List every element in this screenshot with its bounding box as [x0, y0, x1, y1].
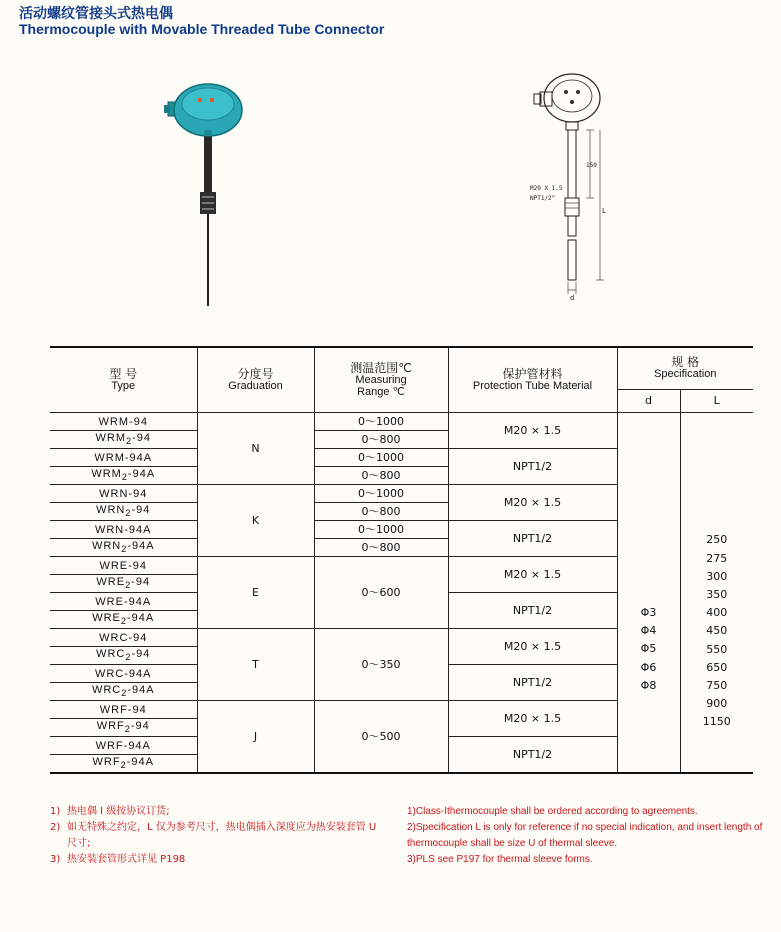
dim-150-label: 150	[586, 162, 597, 169]
type-cell: $WRE_2-94$	[50, 575, 197, 593]
type-cell: $WRC_2-94A$	[50, 683, 197, 701]
range-cell: 0～500	[314, 701, 448, 774]
spec-table	[50, 346, 753, 774]
material-cell: M20 × 1.5	[448, 413, 617, 449]
range-cell: 0～1000	[314, 413, 448, 431]
L-value: 350	[706, 588, 728, 602]
notes-english	[407, 804, 777, 868]
material-cell: NPT1/2	[448, 665, 617, 701]
type-cell: WRM-94A	[50, 449, 197, 467]
material-cell: NPT1/2	[448, 449, 617, 485]
type-cell: $WRM_2-94A$	[50, 467, 197, 485]
header-type: 型 号 Type	[50, 347, 197, 413]
note-item: 1)Class-Ithermocouple shall be ordered according to agreements.	[407, 806, 698, 817]
range-cell: 0～800	[314, 539, 448, 557]
type-cell: WRE-94	[50, 557, 197, 575]
range-cell: 0～350	[314, 629, 448, 701]
L-value: 300	[706, 569, 728, 583]
header-specification: 规 格 Specification	[617, 347, 753, 389]
L-value: 1150	[702, 715, 731, 729]
type-cell: WRC-94	[50, 629, 197, 647]
type-cell: WRN-94	[50, 485, 197, 503]
L-value: 400	[706, 606, 728, 620]
d-value: Φ3	[640, 606, 657, 620]
header-d: d	[617, 389, 680, 412]
type-cell: $WRE_2-94A$	[50, 611, 197, 629]
range-cell: 0～1000	[314, 449, 448, 467]
type-cell: WRC-94A	[50, 665, 197, 683]
range-cell: 0～800	[314, 467, 448, 485]
range-cell: 0～600	[314, 557, 448, 629]
material-cell: M20 × 1.5	[448, 701, 617, 737]
note-item: 3)PLS see P197 for thermal sleeve forms.	[407, 854, 593, 865]
material-cell: NPT1/2	[448, 521, 617, 557]
note-item: 2) 如无特殊之约定，L 仅为参考尺寸，热电偶插入深度应为热安装套管 U 尺寸;	[50, 822, 377, 849]
note-item: 3) 热安装套管形式详见 P198	[50, 854, 186, 865]
graduation-cell: N	[197, 413, 314, 485]
header-L: L	[680, 389, 753, 412]
d-value: Φ8	[640, 678, 657, 692]
title-chinese: 活动螺纹管接头式热电偶	[19, 6, 173, 22]
d-values	[617, 413, 680, 774]
L-values	[680, 413, 753, 774]
graduation-cell: J	[197, 701, 314, 774]
range-cell: 0～800	[314, 503, 448, 521]
material-cell: NPT1/2	[448, 593, 617, 629]
range-cell: 0～800	[314, 431, 448, 449]
d-value: Φ5	[640, 642, 657, 656]
dim-L-label: L	[602, 207, 607, 215]
type-cell: WRM-94	[50, 413, 197, 431]
header-range: 测温范围℃ Measuring Range ℃	[314, 347, 448, 413]
material-cell: M20 × 1.5	[448, 629, 617, 665]
type-cell: WRF-94A	[50, 737, 197, 755]
d-value: Φ6	[640, 660, 657, 674]
graduation-cell: K	[197, 485, 314, 557]
L-value: 275	[706, 551, 728, 565]
graduation-cell: T	[197, 629, 314, 701]
L-value: 250	[706, 533, 728, 547]
L-value: 900	[706, 697, 728, 711]
type-cell: WRF-94	[50, 701, 197, 719]
dimension-drawing	[518, 68, 628, 304]
d-value: Φ4	[640, 624, 657, 638]
thread-m20-label: M20 X 1.5	[530, 185, 563, 192]
thread-npt-label: NPT1/2"	[530, 195, 556, 202]
header-graduation: 分度号 Graduation	[197, 347, 314, 413]
L-value: 550	[706, 642, 728, 656]
material-cell: NPT1/2	[448, 737, 617, 774]
title-english: Thermocouple with Movable Threaded Tube Connector	[19, 21, 385, 37]
note-item: 2)Specification L is only for reference if no special indication, and insert length of thermocouple shall be size U of thermal sleeve.	[407, 822, 763, 849]
L-value: 450	[706, 624, 728, 638]
header-material: 保护管材料 Protection Tube Material	[448, 347, 617, 413]
range-cell: 0～1000	[314, 485, 448, 503]
note-item: 1) 热电偶 I 级按协议订货;	[50, 806, 170, 817]
type-cell: $WRM_2-94$	[50, 431, 197, 449]
type-cell: $WRF_2-94A$	[50, 755, 197, 774]
range-cell: 0～1000	[314, 521, 448, 539]
dim-d-label: d	[570, 294, 575, 302]
L-value: 750	[706, 678, 728, 692]
type-cell: $WRF_2-94$	[50, 719, 197, 737]
type-cell: $WRN_2-94A$	[50, 539, 197, 557]
L-value: 650	[706, 660, 728, 674]
graduation-cell: E	[197, 557, 314, 629]
type-cell: $WRC_2-94$	[50, 647, 197, 665]
material-cell: M20 × 1.5	[448, 557, 617, 593]
thermocouple-photo	[160, 74, 270, 306]
notes-chinese	[50, 804, 380, 868]
type-cell: $WRN_2-94$	[50, 503, 197, 521]
type-cell: WRE-94A	[50, 593, 197, 611]
type-cell: WRN-94A	[50, 521, 197, 539]
material-cell: M20 × 1.5	[448, 485, 617, 521]
